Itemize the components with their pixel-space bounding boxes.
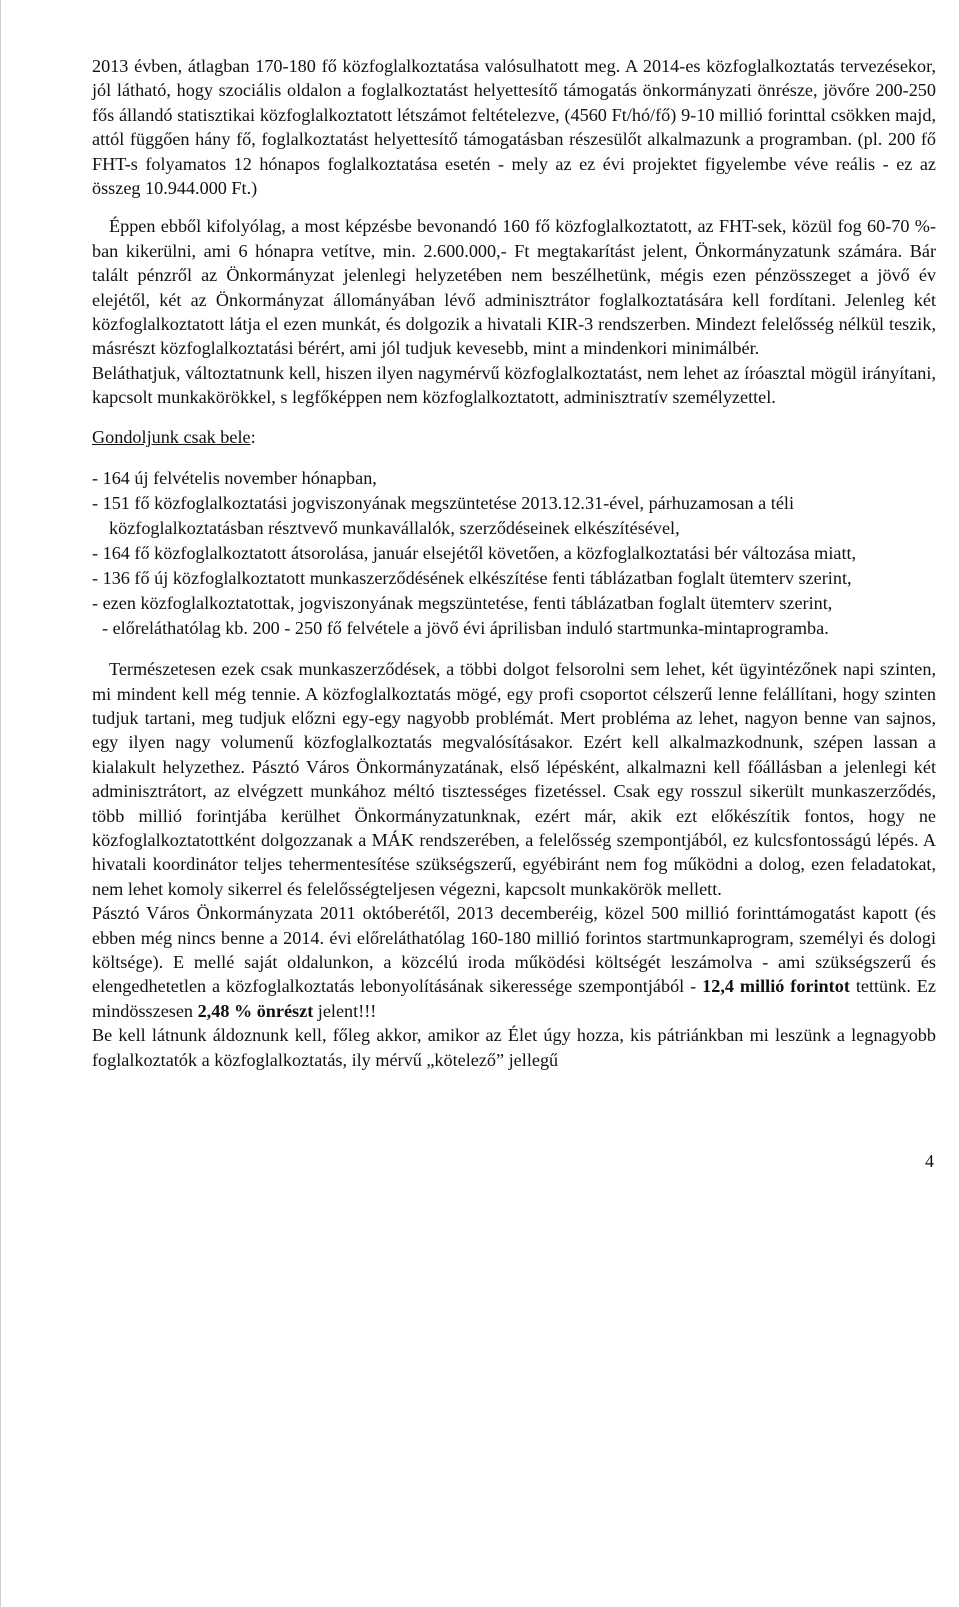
list-item: - 136 fő új közfoglalkoztatott munkaszerződésének elkészítése fenti táblázatban foglalt ütemterv szerint, <box>92 568 852 589</box>
task-list <box>92 466 936 641</box>
list-item: - előreláthatólag kb. 200 - 250 fő felvétele a jövő évi áprilisban induló startmunka-mintaprogramba. <box>102 618 829 639</box>
list-item: - 151 fő közfoglalkoztatási jogviszonyának megszüntetése 2013.12.31-ével, párhuzamosan a téli közfoglalkoztatásban résztvevő munkavállalók, szerződéseinek elkészítésével, <box>92 493 795 539</box>
section-heading <box>92 425 936 449</box>
paragraph-5-bold-percent: 2,48 % önrészt <box>197 1000 314 1021</box>
paragraph-5-text-c: jelent!!! <box>313 1000 377 1021</box>
list-item: - 164 fő közfoglalkoztatott átsorolása, január elsejétől követően, a közfoglalkoztatási bér változása miatt, <box>92 543 857 564</box>
paragraph-5-text-a: Pásztó Város Önkormányzata 2011 októberétől, 2013 decemberéig, közel 500 millió forinttámogatást kapott (és ebben még nincs benne a 2014. évi előreláthatólag 160-180 millió forintos startmunkaprogram, személyi és dologi költsége). E mellé saját oldalunkon, a közcélú iroda működési költségét leszámolva - ami szükségszerű és elengedhetetlen a közfoglalkoztatás lebonyolításának sikeressége szempontjából - <box>92 903 936 997</box>
section-heading-text: Gondoljunk csak bele <box>92 426 251 447</box>
paragraph-5-text-b: tettünk. Ez mindösszesen <box>92 976 936 1021</box>
section-heading-colon: : <box>250 426 256 447</box>
paragraph-5 <box>92 901 936 1023</box>
paragraph-2: Éppen ebből kifolyólag, a most képzésbe bevonandó 160 fő közfoglalkoztatott, az FHT-sek, közül fog 60-70 %-ban kikerülni, ami 6 hónapra vetítve, min. 2.600.000,- Ft megtakarítást jelent, Önkormányzatunk számára. Bár talált pénzről az Önkormányzat jelenlegi helyzetében nem beszélhetünk, mégis ezen pénzösszeget a jövő év elejétől, két az Önkormányzat állományában lévő adminisztrátor foglalkoztatására kell fordítani. Jelenleg két közfoglalkoztatott látja el ezen munkát, és dolgozik a hivatali KIR-3 rendszerben. Mindezt felelősség nélkül teszik, másrészt közfoglalkoztatási bérért, ami jól tudjuk kevesebb, mint a mindenkori minimálbér. <box>92 216 936 359</box>
paragraph-3: Beláthatjuk, változtatnunk kell, hiszen ilyen nagymérvű közfoglalkoztatást, nem lehet az íróasztal mögül irányítani, kapcsolt munkakörökkel, s legfőképpen nem közfoglalkoztatott, adminisztratív személyzettel. <box>92 362 936 408</box>
paragraph-4: Természetesen ezek csak munkaszerződések, a többi dolgot felsorolni sem lehet, két ügyintézőnek napi szinten, mi mindent kell még tennie. A közfoglalkoztatás mögé, egy profi csoportot célszerű lenne felállítani, hogy szinten tudjuk tartani, meg tudjuk előzni egy-egy nagyobb problémát. Mert probléma az lehet, nagyon benne van sajnos, egy ilyen nagy volumenű közfoglalkoztatás megvalósításakor. Ezért kell alkalmazkodnunk, szépen lassan a kialakult helyzethez. Pásztó Város Önkormányzatának, első lépésként, alkalmazni kell főállásban a jelenlegi két adminisztrátort, az elvégzett munkához méltó tisztességes fizetéssel. Csak egy rosszul sikerült munkaszerződés, több millió forintjába kerülhet Önkormányzatunknak, ezért már, akik ezt előkészítik fontos, hogy ne közfoglalkoztatottként dolgozzanak a MÁK rendszerében, a felelősség szempontjából, ez kulcsfontosságú lépés. A hivatali koordinátor teljes tehermentesítése szükségszerű, egyébiránt nem fog működni a dolog, ezen feladatokat, nem lehet komoly sikerrel és felelősségteljesen végezni, kapcsolt munkakörök mellett. <box>92 659 936 899</box>
document-body <box>92 54 936 1072</box>
list-item: - ezen közfoglalkoztatottak, jogviszonyának megszüntetése, fenti táblázatban foglalt ütemterv szerint, <box>92 593 833 614</box>
list-item: - 164 új felvételis november hónapban, <box>92 468 377 489</box>
paragraph-1: 2013 évben, átlagban 170-180 fő közfoglalkoztatása valósulhatott meg. A 2014-es közfoglalkoztatás tervezésekor, jól látható, hogy szociális oldalon a foglalkoztatást helyettesítő támogatás önkormányzati önrésze, jövőre 200-250 fős állandó statisztikai közfoglalkoztatott létszámot feltételezve, (4560 Ft/hó/fő) 9-10 millió forinttal csökken majd, attól függően hány fő, foglalkoztatást helyettesítő támogatásban részesülőt alkalmazunk a programban. (pl. 200 fő FHT-s folyamatos 12 hónapos foglalkoztatása esetén - mely az ez évi projektet figyelembe véve reális - ez az összeg 10.944.000 Ft.) <box>92 56 936 199</box>
paragraph-5-bold-amount: 12,4 millió forintot <box>702 976 850 997</box>
page-number: 4 <box>925 1151 934 1171</box>
paragraph-6: Be kell látnunk áldoznunk kell, főleg akkor, amikor az Élet úgy hozza, kis pátriánkban mi leszünk a legnagyobb foglalkoztatók a közfoglalkoztatás, ily mérvű „kötelező” jellegű <box>92 1025 936 1070</box>
